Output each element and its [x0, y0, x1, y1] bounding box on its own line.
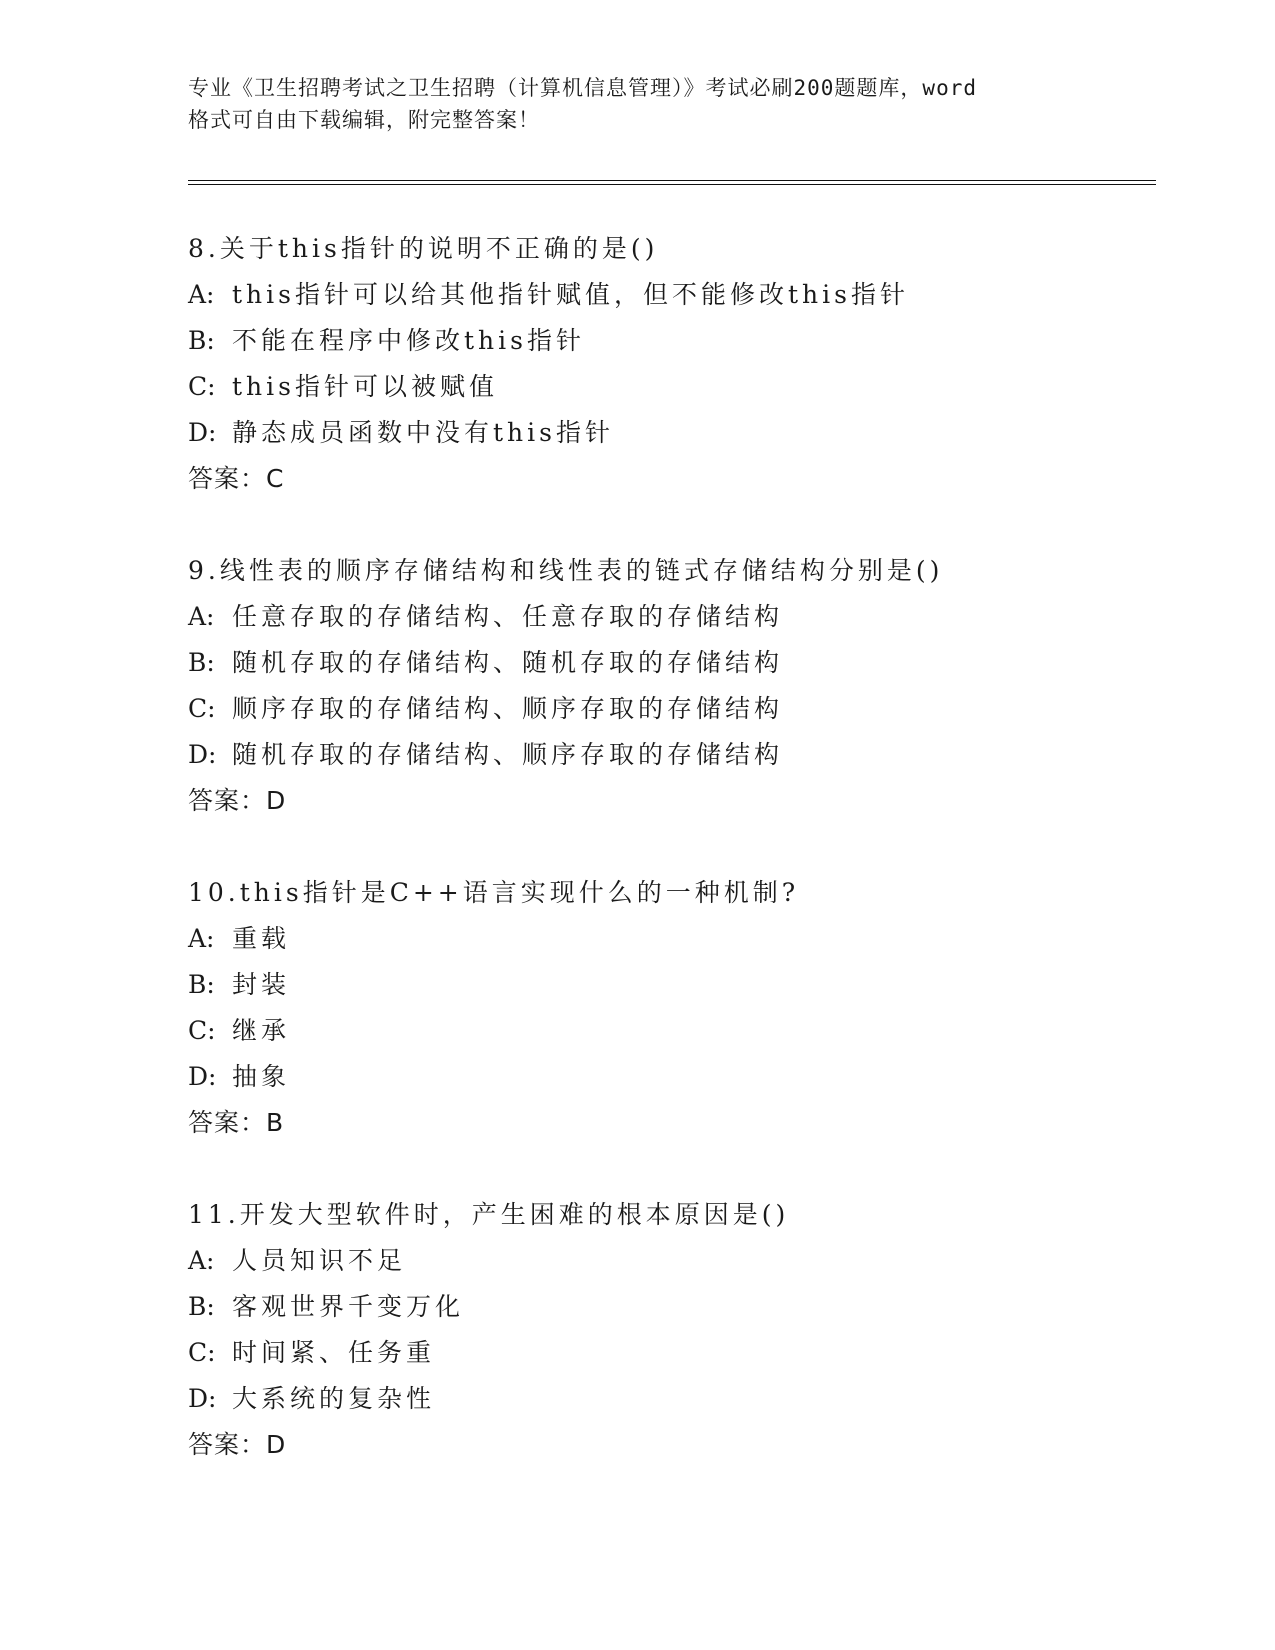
option-text: 任意存取的存储结构、任意存取的存储结构 [232, 602, 784, 631]
option-d [188, 1054, 1148, 1100]
answer-line: 答案：B [188, 1108, 285, 1137]
option-c [188, 1008, 1148, 1054]
question-stem: 8.关于this指针的说明不正确的是() [188, 234, 659, 263]
option-text: 不能在程序中修改this指针 [232, 326, 585, 355]
header-divider-top [188, 180, 1156, 181]
question-block [188, 226, 1148, 502]
option-label: D: [188, 740, 217, 769]
header-line-2: 格式可自由下载编辑，附完整答案！ [188, 108, 540, 132]
option-label: A: [188, 280, 215, 309]
option-label: C: [188, 1016, 216, 1045]
option-b [188, 318, 1148, 364]
document-header [188, 72, 1088, 136]
question-stem: 9.线性表的顺序存储结构和线性表的链式存储结构分别是() [188, 556, 944, 585]
option-b [188, 962, 1148, 1008]
header-line-1: 专业《卫生招聘考试之卫生招聘（计算机信息管理）》考试必刷200题题库，word [188, 76, 977, 100]
option-label: D: [188, 1384, 217, 1413]
option-text: 人员知识不足 [232, 1246, 407, 1275]
option-text: 抽象 [232, 1062, 291, 1091]
option-b [188, 640, 1148, 686]
question-block [188, 870, 1148, 1146]
option-label: B: [188, 648, 215, 677]
option-text: 重载 [232, 924, 291, 953]
option-label: A: [188, 924, 215, 953]
option-b [188, 1284, 1148, 1330]
question-stem: 10.this指针是C++语言实现什么的一种机制? [188, 878, 800, 907]
option-label: A: [188, 602, 215, 631]
option-d [188, 732, 1148, 778]
option-text: 封装 [232, 970, 291, 999]
option-a [188, 272, 1148, 318]
option-text: this指针可以给其他指针赋值，但不能修改this指针 [232, 280, 909, 309]
option-a [188, 594, 1148, 640]
option-label: D: [188, 418, 217, 447]
option-text: 时间紧、任务重 [232, 1338, 436, 1367]
answer-line: 答案：D [188, 1430, 287, 1459]
option-label: B: [188, 970, 215, 999]
option-text: 静态成员函数中没有this指针 [232, 418, 614, 447]
answer-line: 答案：D [188, 786, 287, 815]
option-label: D: [188, 1062, 217, 1091]
option-text: 客观世界千变万化 [232, 1292, 465, 1321]
option-text: 大系统的复杂性 [232, 1384, 436, 1413]
option-label: A: [188, 1246, 215, 1275]
option-text: 随机存取的存储结构、顺序存取的存储结构 [232, 740, 784, 769]
option-a [188, 916, 1148, 962]
answer-line: 答案：C [188, 464, 285, 493]
option-text: 随机存取的存储结构、随机存取的存储结构 [232, 648, 784, 677]
question-block [188, 548, 1148, 824]
option-label: C: [188, 372, 216, 401]
header-divider-bottom [188, 184, 1156, 185]
option-label: B: [188, 326, 215, 355]
option-text: 顺序存取的存储结构、顺序存取的存储结构 [232, 694, 784, 723]
option-label: C: [188, 1338, 216, 1367]
option-a [188, 1238, 1148, 1284]
option-c [188, 686, 1148, 732]
option-text: 继承 [232, 1016, 291, 1045]
question-stem: 11.开发大型软件时，产生困难的根本原因是() [188, 1200, 790, 1229]
option-d [188, 410, 1148, 456]
option-label: B: [188, 1292, 215, 1321]
question-block [188, 1192, 1148, 1468]
option-label: C: [188, 694, 216, 723]
option-d [188, 1376, 1148, 1422]
option-c [188, 1330, 1148, 1376]
option-text: this指针可以被赋值 [232, 372, 498, 401]
option-c [188, 364, 1148, 410]
